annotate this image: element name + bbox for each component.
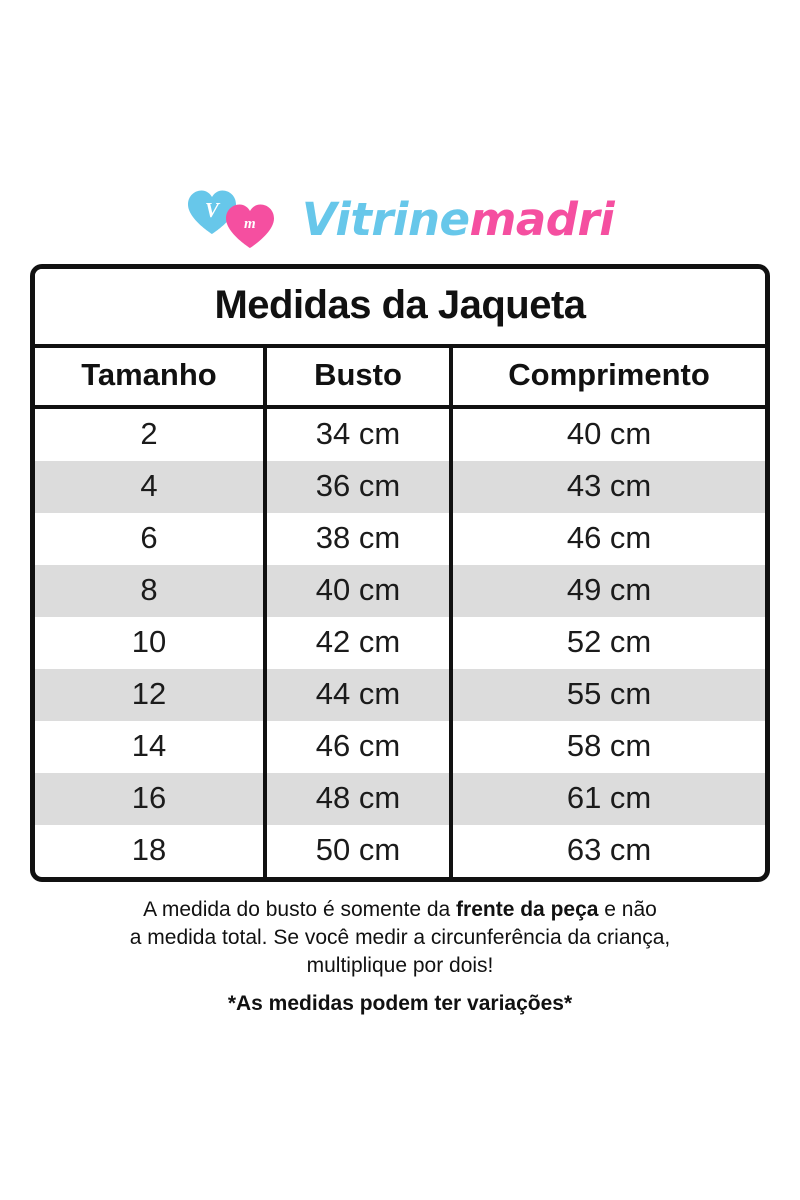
brand-wordmark xyxy=(302,193,614,246)
cell-length: 46 cm xyxy=(566,520,652,555)
column-header-length: Comprimento xyxy=(451,346,765,407)
cell-size: 16 xyxy=(35,773,265,825)
cell-length: 40 cm xyxy=(566,416,652,451)
measurement-notes xyxy=(50,896,750,980)
table-row xyxy=(35,825,765,877)
cell-size: 4 xyxy=(35,461,265,513)
note-line-3: multiplique por dois! xyxy=(306,953,494,977)
table-row xyxy=(35,407,765,461)
cell-length: 58 cm xyxy=(566,728,652,763)
note-line-1-part-a: A medida do busto é somente da xyxy=(143,898,457,921)
brand-logo xyxy=(186,186,614,252)
heart-pink-letter: m xyxy=(244,215,256,232)
table-row xyxy=(35,513,765,565)
cell-size: 14 xyxy=(131,728,167,763)
wordmark-part-one: Vitrine xyxy=(301,192,470,246)
table-row xyxy=(35,721,765,773)
cell-size: 6 xyxy=(140,520,158,555)
cell-length: 52 cm xyxy=(566,624,652,659)
note-line-1-emphasis: frente da peça xyxy=(456,898,599,921)
table-row xyxy=(35,617,765,669)
cell-size: 12 xyxy=(35,669,265,721)
cell-length: 43 cm xyxy=(451,461,765,513)
cell-length: 61 cm xyxy=(451,773,765,825)
table-body xyxy=(35,407,765,877)
variation-warning: *As medidas podem ter variações* xyxy=(227,991,573,1015)
measurements-table xyxy=(35,269,765,877)
cell-size: 10 xyxy=(131,624,167,659)
note-line-1 xyxy=(50,896,750,924)
cell-length: 63 cm xyxy=(566,832,652,867)
cell-bust: 48 cm xyxy=(265,773,451,825)
table-title: Medidas da Jaqueta xyxy=(35,269,765,344)
cell-size: 2 xyxy=(140,416,158,451)
cell-length: 55 cm xyxy=(451,669,765,721)
cell-bust: 34 cm xyxy=(265,407,451,461)
cell-bust: 50 cm xyxy=(265,825,451,877)
table-row xyxy=(35,669,765,721)
measurements-table-container xyxy=(30,264,770,882)
cell-bust: 44 cm xyxy=(265,669,451,721)
logo-hearts xyxy=(186,188,290,250)
column-header-size: Tamanho xyxy=(35,346,265,407)
cell-size: 18 xyxy=(131,832,167,867)
cell-length: 49 cm xyxy=(451,565,765,617)
table-header xyxy=(35,346,765,407)
table-row xyxy=(35,565,765,617)
table-row xyxy=(35,773,765,825)
wordmark-part-two: madri xyxy=(469,192,615,246)
heart-blue-letter: V xyxy=(204,197,219,222)
note-line-2: a medida total. Se você medir a circunferência da criança, xyxy=(129,925,671,949)
cell-bust: 38 cm xyxy=(265,513,451,565)
column-header-bust: Busto xyxy=(265,346,451,407)
cell-bust: 40 cm xyxy=(265,565,451,617)
cell-bust: 46 cm xyxy=(265,721,451,773)
cell-bust: 36 cm xyxy=(265,461,451,513)
cell-bust: 42 cm xyxy=(265,617,451,669)
table-row xyxy=(35,461,765,513)
cell-size: 8 xyxy=(35,565,265,617)
header-row xyxy=(35,346,765,407)
note-line-1-part-b: e não xyxy=(598,898,657,921)
heart-pink-icon xyxy=(224,202,276,250)
